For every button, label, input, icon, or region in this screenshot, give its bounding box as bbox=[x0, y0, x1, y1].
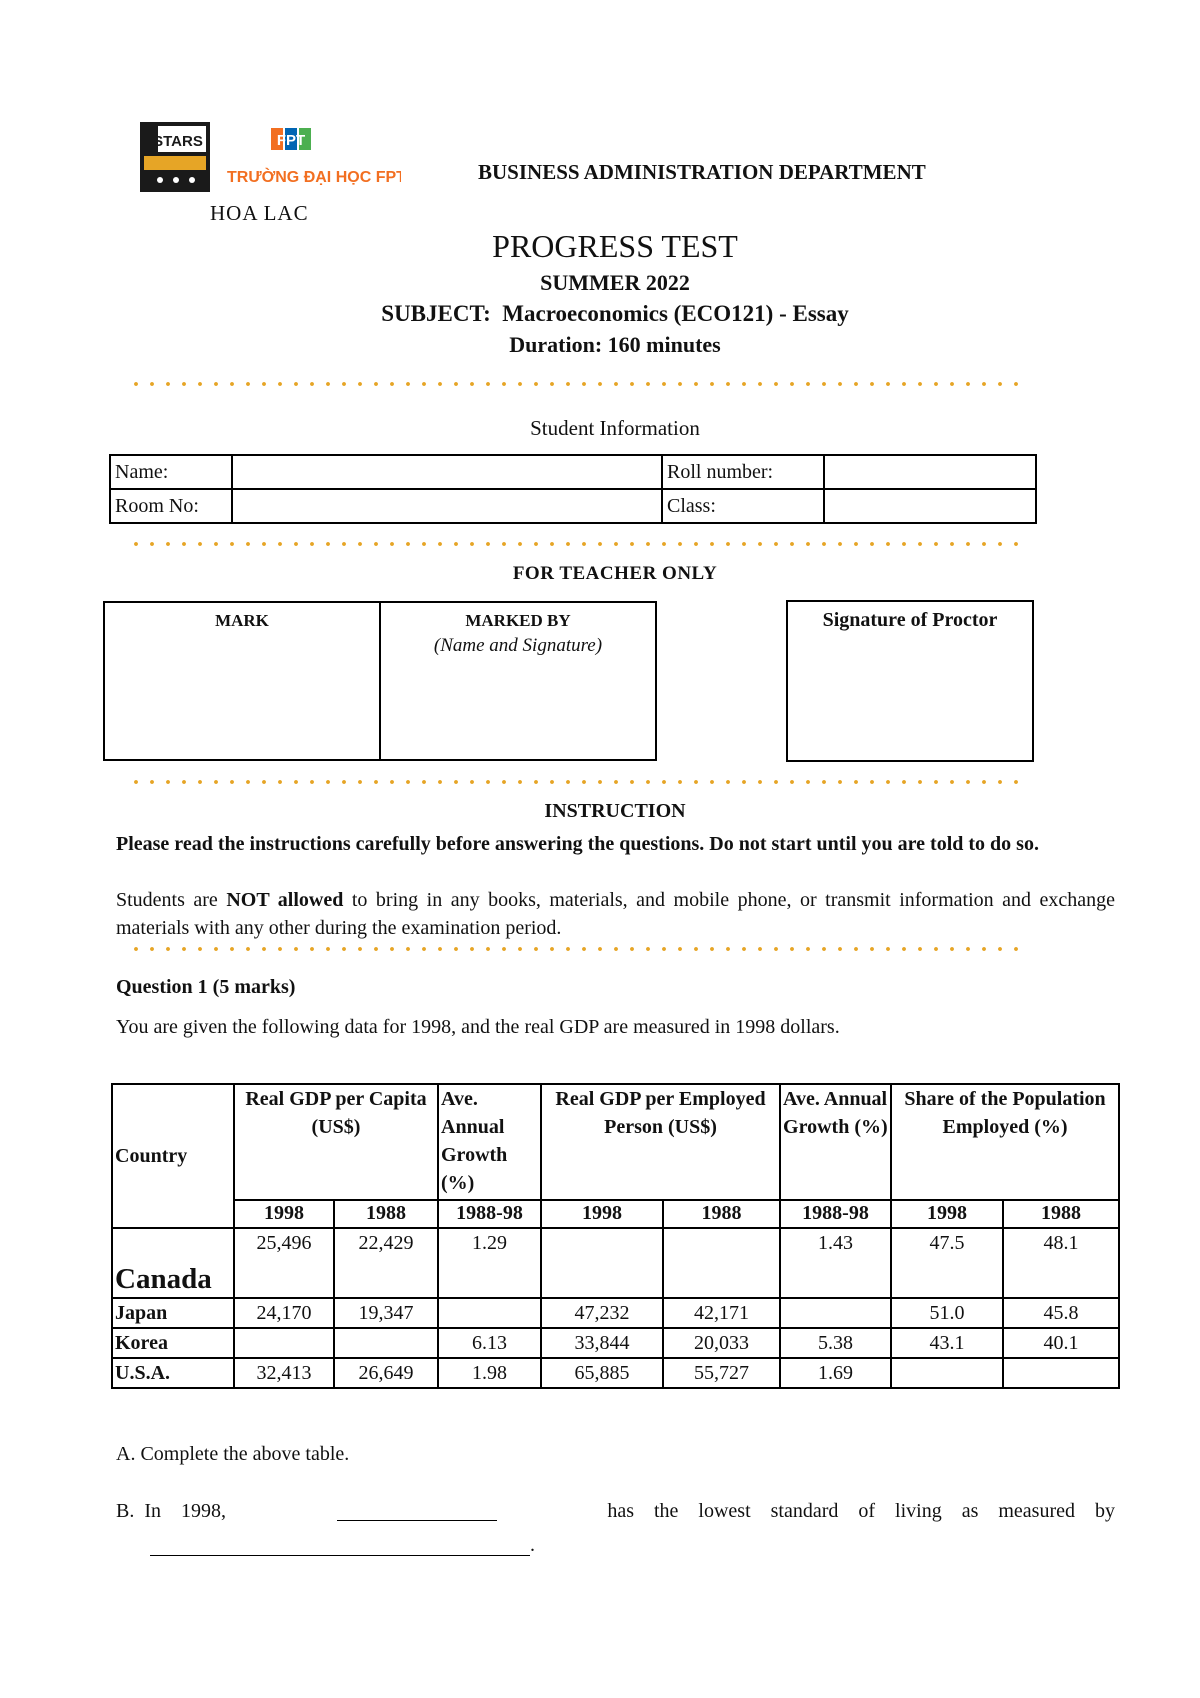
teacher-only-heading: FOR TEACHER ONLY bbox=[512, 563, 718, 584]
rules-text-start: Students are bbox=[116, 889, 227, 911]
data-cell: 6.13 bbox=[438, 1328, 541, 1358]
stars-text: STARS bbox=[153, 133, 203, 150]
university-name: TRƯỜNG ĐẠI HỌC FPT bbox=[227, 169, 401, 186]
year-header: 1988 bbox=[663, 1200, 780, 1228]
term: SUMMER 2022 bbox=[540, 270, 690, 295]
subject-name: Macroeconomics (ECO121) - Essay bbox=[502, 301, 849, 326]
mark-cell[interactable] bbox=[105, 603, 381, 759]
header-growth-1: Ave. Annual Growth (%) bbox=[438, 1084, 541, 1200]
header-country: Country bbox=[112, 1084, 234, 1228]
data-cell-blank[interactable] bbox=[334, 1328, 438, 1358]
data-cell-blank[interactable] bbox=[541, 1228, 663, 1298]
data-cell: 20,033 bbox=[663, 1328, 780, 1358]
table-row bbox=[112, 1328, 1119, 1358]
marked-by-label: MARKED BY bbox=[465, 611, 571, 630]
part-b-prefix: B. In 1998, bbox=[116, 1500, 226, 1522]
data-cell-blank[interactable] bbox=[780, 1298, 891, 1328]
data-cell: 33,844 bbox=[541, 1328, 663, 1358]
duration: Duration: 160 minutes bbox=[509, 332, 721, 357]
data-cell: 47.5 bbox=[891, 1228, 1003, 1298]
country-name: Canada bbox=[112, 1228, 234, 1298]
data-cell: 48.1 bbox=[1003, 1228, 1119, 1298]
class-field[interactable] bbox=[824, 489, 1036, 523]
data-cell-blank[interactable] bbox=[234, 1328, 334, 1358]
year-header: 1988 bbox=[1003, 1200, 1119, 1228]
marked-by-note: (Name and Signature) bbox=[433, 635, 603, 656]
mark-label: MARK bbox=[215, 611, 269, 630]
data-cell: 45.8 bbox=[1003, 1298, 1119, 1328]
name-field[interactable] bbox=[232, 455, 662, 489]
rules-text-bold: NOT allowed bbox=[226, 889, 344, 911]
part-b bbox=[116, 1500, 1115, 1523]
stars-logo bbox=[138, 118, 214, 196]
data-cell: 26,649 bbox=[334, 1358, 438, 1388]
table-row bbox=[112, 1358, 1119, 1388]
part-b-blank-1[interactable] bbox=[337, 1500, 497, 1521]
subject-line bbox=[0, 301, 1200, 327]
mark-box bbox=[103, 601, 657, 761]
year-header: 1988-98 bbox=[438, 1200, 541, 1228]
data-cell: 22,429 bbox=[334, 1228, 438, 1298]
rules-text-end: to bring in any books, materials, and mobile phone, or transmit information and exchange materials with any other during the examination period. bbox=[116, 889, 1116, 939]
year-header: 1998 bbox=[541, 1200, 663, 1228]
country-name: U.S.A. bbox=[112, 1358, 234, 1388]
country-name: Korea bbox=[112, 1328, 234, 1358]
year-header: 1998 bbox=[234, 1200, 334, 1228]
dotted-divider bbox=[128, 381, 1028, 387]
roll-number-label: Roll number: bbox=[662, 455, 824, 489]
header-share-employed: Share of the Population Employed (%) bbox=[891, 1084, 1119, 1200]
campus-label: HOA LAC bbox=[210, 201, 309, 225]
data-cell-blank[interactable] bbox=[1003, 1358, 1119, 1388]
dotted-divider bbox=[128, 541, 1028, 547]
data-cell-blank[interactable] bbox=[438, 1298, 541, 1328]
data-cell: 32,413 bbox=[234, 1358, 334, 1388]
data-cell: 24,170 bbox=[234, 1298, 334, 1328]
part-b-end: . bbox=[530, 1534, 535, 1556]
data-cell: 25,496 bbox=[234, 1228, 334, 1298]
dotted-divider bbox=[128, 779, 1028, 785]
data-cell-blank[interactable] bbox=[663, 1228, 780, 1298]
student-info-table bbox=[109, 454, 1037, 524]
fpt-university-logo bbox=[225, 124, 401, 196]
data-cell: 5.38 bbox=[780, 1328, 891, 1358]
data-cell: 1.29 bbox=[438, 1228, 541, 1298]
subject-label: SUBJECT: bbox=[381, 301, 491, 326]
table-row bbox=[112, 1298, 1119, 1328]
question-1-intro: You are given the following data for 1998, and the real GDP are measured in 1998 dollars. bbox=[116, 1016, 840, 1038]
part-a: A. Complete the above table. bbox=[116, 1443, 350, 1465]
part-b-middle: has the lowest standard of living as measured by bbox=[607, 1500, 1115, 1522]
data-cell: 1.98 bbox=[438, 1358, 541, 1388]
class-label: Class: bbox=[662, 489, 824, 523]
country-name: Japan bbox=[112, 1298, 234, 1328]
proctor-signature-box[interactable] bbox=[786, 600, 1034, 762]
page-title: PROGRESS TEST bbox=[492, 228, 738, 264]
question-1-title: Question 1 (5 marks) bbox=[116, 976, 296, 998]
year-header: 1988-98 bbox=[780, 1200, 891, 1228]
data-cell: 1.43 bbox=[780, 1228, 891, 1298]
data-cell: 65,885 bbox=[541, 1358, 663, 1388]
fpt-brand-text: FPT bbox=[276, 132, 306, 149]
data-cell: 51.0 bbox=[891, 1298, 1003, 1328]
marked-by-cell[interactable] bbox=[381, 603, 655, 759]
dotted-divider bbox=[128, 946, 1028, 952]
student-info-heading: Student Information bbox=[530, 416, 700, 440]
data-cell: 55,727 bbox=[663, 1358, 780, 1388]
year-header: 1988 bbox=[334, 1200, 438, 1228]
data-cell: 1.69 bbox=[780, 1358, 891, 1388]
part-b-blank-2[interactable] bbox=[150, 1537, 530, 1556]
room-label: Room No: bbox=[110, 489, 232, 523]
proctor-label: Signature of Proctor bbox=[822, 609, 998, 631]
name-label: Name: bbox=[110, 455, 232, 489]
gdp-data-table bbox=[111, 1083, 1120, 1389]
data-cell-blank[interactable] bbox=[891, 1358, 1003, 1388]
year-header: 1998 bbox=[891, 1200, 1003, 1228]
room-field[interactable] bbox=[232, 489, 662, 523]
data-cell: 40.1 bbox=[1003, 1328, 1119, 1358]
table-row bbox=[112, 1228, 1119, 1298]
roll-number-field[interactable] bbox=[824, 455, 1036, 489]
header-growth-2: Ave. Annual Growth (%) bbox=[780, 1084, 891, 1200]
data-cell: 43.1 bbox=[891, 1328, 1003, 1358]
header-gdp-per-capita: Real GDP per Capita (US$) bbox=[234, 1084, 438, 1200]
data-cell: 47,232 bbox=[541, 1298, 663, 1328]
data-cell: 42,171 bbox=[663, 1298, 780, 1328]
instruction-warning: Please read the instructions carefully before answering the questions. Do not start until you are told to do so. bbox=[116, 833, 1039, 855]
instruction-rules bbox=[116, 886, 1115, 942]
department-name: BUSINESS ADMINISTRATION DEPARTMENT bbox=[478, 160, 926, 184]
data-cell: 19,347 bbox=[334, 1298, 438, 1328]
instruction-heading: INSTRUCTION bbox=[544, 800, 686, 822]
header-gdp-per-employed: Real GDP per Employed Person (US$) bbox=[541, 1084, 780, 1200]
